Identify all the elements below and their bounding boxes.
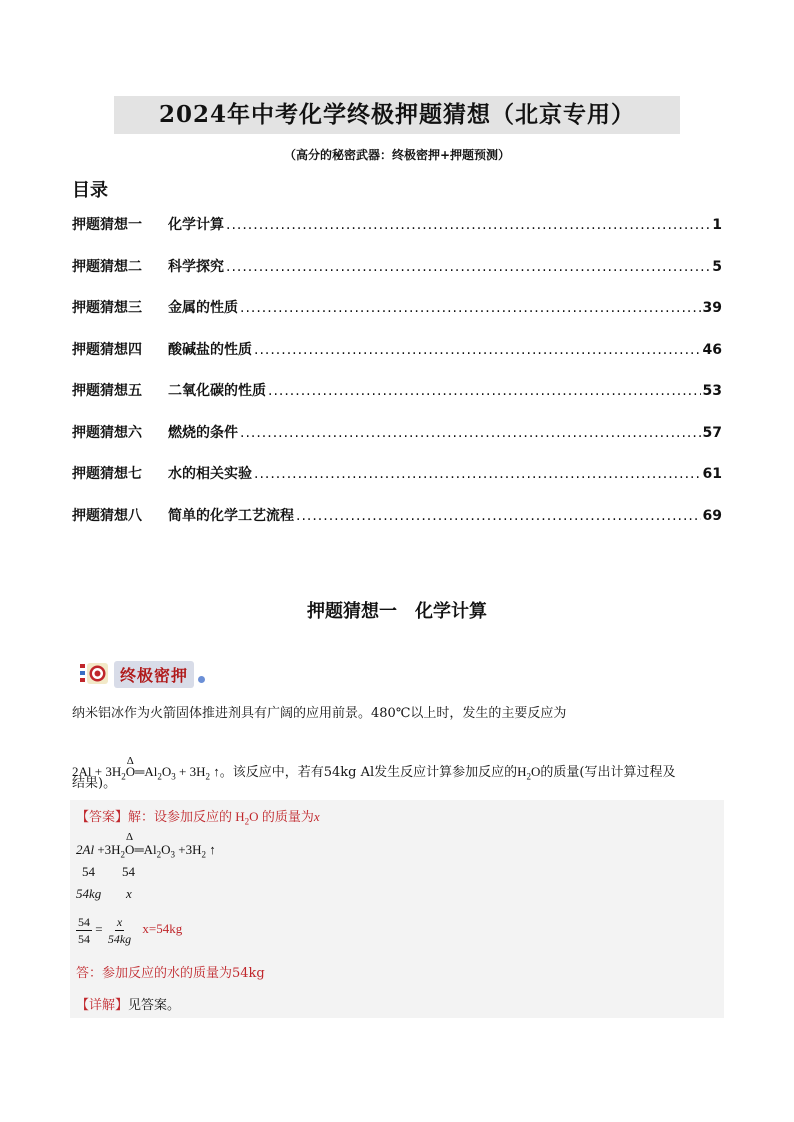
proportion: $\frac{54}{54}$ = $\frac{x}{54kg}$ x=54kg — [78, 915, 183, 946]
delta-symbol: Δ — [126, 831, 134, 843]
detail-line — [76, 994, 180, 1013]
detail-tag: 【详解】 — [76, 998, 129, 1013]
eq-text: O — [161, 764, 172, 779]
fraction-right — [106, 914, 133, 947]
gas-arrow: ↑ — [213, 764, 220, 779]
heating-symbol: Δ O═ — [125, 831, 144, 857]
eq-text: O — [125, 764, 136, 779]
document-subtitle: （高分的秘密武器：终极密押+押题预测） — [283, 148, 511, 162]
toc-entry[interactable] — [72, 505, 722, 547]
answer-intro: 【答案】解：设参加反应的 $H_2O$ 的质量为x — [76, 809, 320, 827]
gas-arrow: ↑ — [209, 842, 216, 857]
eq-text: O — [531, 764, 541, 779]
toc-entry-page: 69 — [702, 507, 722, 524]
toc-leader-dots — [226, 259, 710, 275]
answer-intro-tail: 的质量为 — [261, 809, 314, 824]
toc-entry-name: 酸碱盐的性质 — [168, 341, 252, 358]
question-line-3: 结果)。 — [72, 776, 117, 791]
section-title — [0, 597, 794, 623]
eq-text: +3H — [175, 842, 202, 857]
delta-symbol: Δ — [126, 755, 134, 767]
answer-conclusion: 答：参加反应的水的质量为54kg — [76, 966, 265, 981]
answer-box — [70, 800, 724, 1018]
table-of-contents — [72, 214, 722, 546]
fraction-left — [76, 914, 92, 947]
toc-entry[interactable] — [72, 339, 722, 381]
toc-leader-dots — [296, 508, 701, 524]
given-mass: 54kg — [76, 886, 102, 901]
eq-text: 2Al + 3H — [72, 764, 122, 779]
question-line-2-tail: 的质量(写出计算过程及 — [540, 765, 676, 780]
fraction-denominator: 54 — [78, 932, 90, 946]
toc-leader-dots — [240, 425, 701, 441]
section-number: 押题猜想一 — [307, 601, 397, 622]
answer-tag: 【答案】 — [76, 809, 129, 824]
toc-entry-number: 押题猜想四 — [72, 341, 142, 358]
eq-text: +3H — [94, 842, 121, 857]
question-line-1: 纳米铝冰作为火箭固体推进剂具有广阔的应用前景。480℃以上时，发生的主要反应为 — [72, 706, 567, 721]
toc-entry[interactable] — [72, 422, 722, 464]
eq-text: O — [249, 809, 259, 824]
toc-leader-dots — [254, 342, 701, 358]
answer-variable: x — [313, 809, 320, 824]
toc-leader-dots — [254, 466, 701, 482]
toc-entry-name: 水的相关实验 — [168, 466, 252, 482]
result-value: x=54kg — [142, 921, 183, 937]
answer-equation: $2Al +3H_2$ Δ $O═Al_2O_3 +3H_2$ ↑ — [76, 831, 216, 860]
toc-leader-dots — [226, 217, 710, 233]
unknown-mass: x — [126, 886, 132, 901]
toc-entry-name: 燃烧的条件 — [168, 424, 238, 441]
toc-leader-dots — [268, 383, 701, 399]
toc-entry[interactable] — [72, 380, 722, 422]
toc-entry-number: 押题猜想六 — [72, 424, 142, 441]
toc-entry-page: 39 — [702, 300, 722, 316]
question-line-2: 。该反应中，若有54kg Al发生反应计算参加反应的 — [219, 765, 518, 780]
eq-text: Al — [143, 842, 157, 857]
heating-symbol: Δ O═ — [126, 762, 145, 782]
toc-leader-dots — [240, 300, 701, 316]
toc-entry-name: 科学探究 — [168, 258, 224, 275]
answer-intro-text: 解：设参加反应的 — [128, 809, 233, 824]
toc-entry-name: 化学计算 — [168, 217, 224, 233]
toc-heading: 目录 — [72, 180, 108, 201]
section-name: 化学计算 — [415, 601, 487, 622]
molar-mass-1: 54 — [82, 864, 95, 879]
eq-text: O — [125, 842, 135, 857]
eq-text: 2Al — [76, 842, 95, 857]
toc-entry-number: 押题猜想五 — [72, 383, 142, 399]
toc-entry-page: 53 — [702, 383, 722, 399]
toc-entry-number: 押题猜想一 — [72, 217, 142, 233]
toc-entry[interactable] — [72, 214, 722, 256]
question-equation-line: $2Al + 3H_2$ Δ $O═Al_2O_3 + 3H_2$ ↑。该反应中，若有54kg Al发生反应计算参加反应的$H_2O$的质量(写出计算过程及 — [72, 762, 726, 787]
badge-label: 终极密押 — [114, 661, 194, 688]
document-title: 2024年中考化学终极押题猜想（北京专用） — [158, 101, 635, 128]
molar-mass-2: 54 — [122, 864, 135, 879]
fraction-numerator: 54 — [78, 915, 90, 929]
toc-entry-number: 押题猜想二 — [72, 258, 142, 275]
toc-entry[interactable] — [72, 256, 722, 298]
fraction-numerator: x — [116, 915, 123, 929]
target-icon — [80, 661, 110, 687]
section-badge — [80, 660, 205, 688]
toc-entry-number: 押题猜想三 — [72, 300, 142, 316]
fraction-denominator: 54kg — [107, 932, 132, 946]
toc-entry-name: 简单的化学工艺流程 — [168, 507, 294, 524]
detail-text: 见答案。 — [128, 998, 181, 1013]
toc-entry-page: 1 — [712, 217, 722, 233]
toc-entry-page: 46 — [702, 341, 722, 358]
toc-entry-page: 57 — [702, 424, 722, 441]
toc-entry-number: 押题猜想八 — [72, 507, 142, 524]
toc-entry-name: 二氧化碳的性质 — [168, 383, 266, 399]
eq-text: + 3H — [175, 764, 206, 779]
toc-entry-page: 5 — [712, 258, 722, 275]
toc-entry-page: 61 — [702, 466, 722, 482]
toc-entry-number: 押题猜想七 — [72, 466, 142, 482]
toc-entry[interactable] — [72, 463, 722, 505]
toc-entry[interactable] — [72, 297, 722, 339]
eq-text: O — [161, 842, 171, 857]
toc-entry-name: 金属的性质 — [168, 300, 238, 316]
badge-dot — [198, 676, 205, 683]
eq-text: Al — [144, 764, 158, 779]
